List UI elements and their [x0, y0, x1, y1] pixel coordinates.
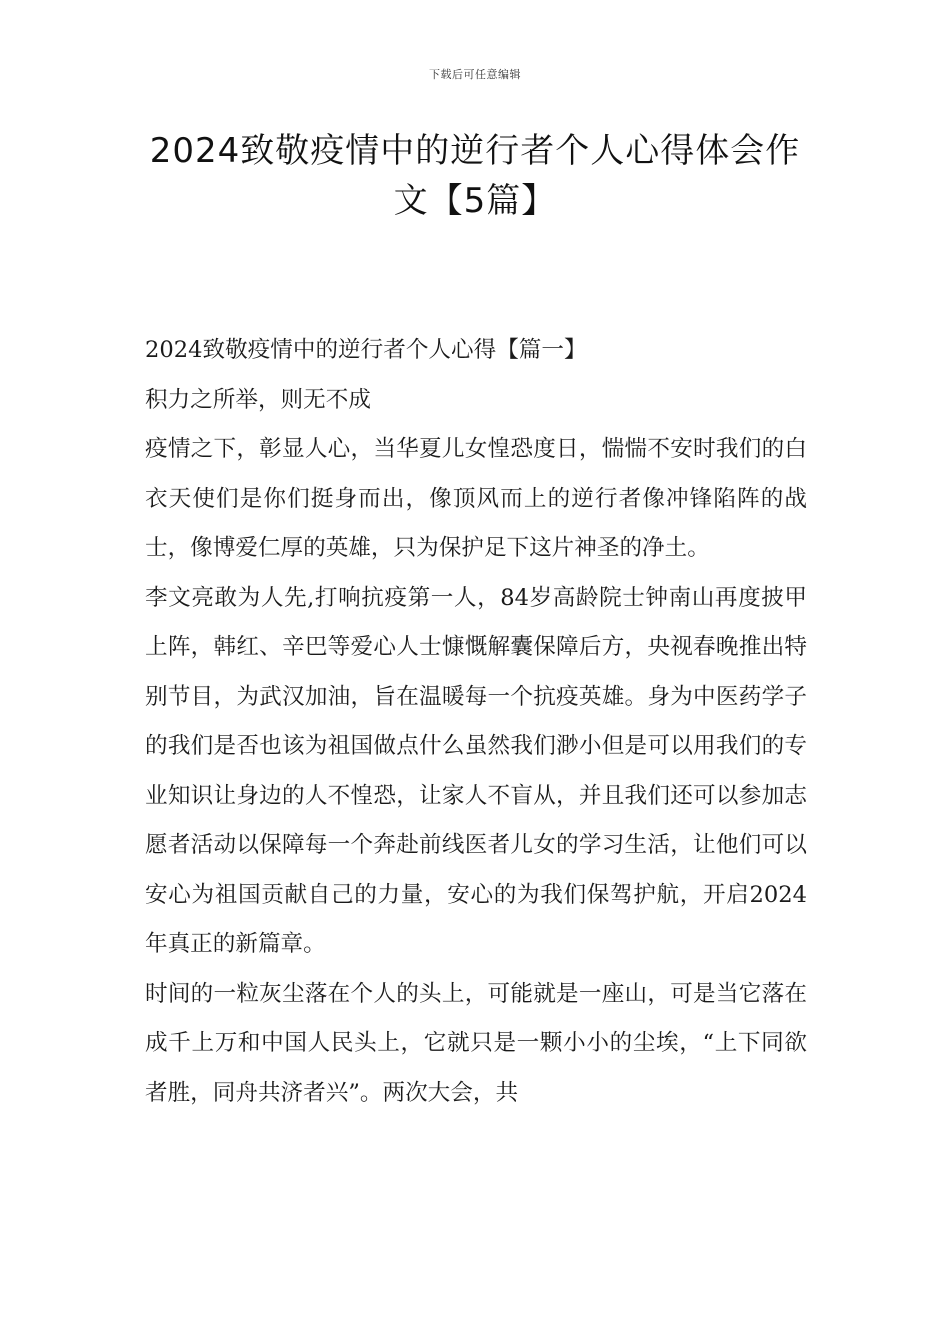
paragraph: 疫情之下，彰显人心，当华夏儿女惶恐度日，惴惴不安时我们的白衣天使们是你们挺身而出，像顶风而上的逆行者像冲锋陷阵的战士，像博爱仁厚的英雄，只为保护足下这片神圣的净土。: [145, 436, 807, 561]
document-title: 2024致敬疫情中的逆行者个人心得体会作文【5篇】: [149, 131, 801, 221]
paragraph: 时间的一粒灰尘落在个人的头上，可能就是一座山，可是当它落在成千上万和中国人民头上，它就只是一颗小小的尘埃，“上下同欲者胜，同舟共济者兴”。两次大会，共: [145, 980, 807, 1106]
document-body: [145, 326, 807, 1118]
section-heading: 2024致敬疫情中的逆行者个人心得【篇一】: [145, 337, 587, 363]
header-note: 下载后可任意编辑: [429, 68, 521, 81]
section-subheading: 积力之所举，则无不成: [145, 386, 371, 413]
paragraph: 李文亮敢为人先,打响抗疫第一人，84岁高龄院士钟南山再度披甲上阵，韩红、辛巴等爱心人士慷慨解囊保障后方，央视春晚推出特别节目，为武汉加油，旨在温暖每一个抗疫英雄。身为中医药学子的我们是否也该为祖国做点什么虽然我们渺小但是可以用我们的专业知识让身边的人不惶恐，让家人不盲从，并且我们还可以参加志愿者活动以保障每一个奔赴前线医者儿女的学习生活，让他们可以安心为祖国贡献自己的力量，安心的为我们保驾护航，开启2024年真正的新篇章。: [145, 584, 807, 957]
